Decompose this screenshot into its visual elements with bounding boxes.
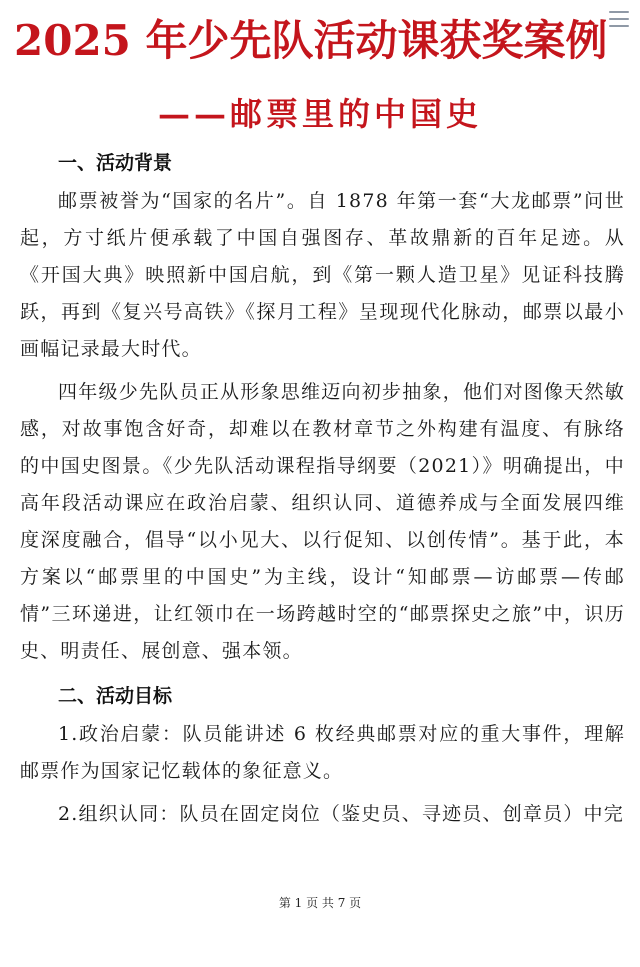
document-title: 2025 年少先队活动课获奖案例: [14, 16, 608, 65]
page-number-footer: 第 1 页 共 7 页: [278, 896, 362, 910]
goal-item-2: 2.组织认同：队员在固定岗位（鉴史员、寻迹员、创章员）中完: [58, 803, 624, 825]
document-body: [20, 143, 625, 835]
section-heading-background: 一、活动背景: [58, 152, 173, 174]
background-paragraph-2: 四年级少先队员正从形象思维迈向初步抽象，他们对图像天然敏感，对故事饱含好奇，却难以在教材章节之外构建有温度、有脉络的中国史图景。《少先队活动课程指导纲要（2021）》明确提出，中高年段活动课应在政治启蒙、组织认同、道德养成与全面发展四维度深度融合，倡导“以小见大、以行促知、以创传情”。基于此，本方案以“邮票里的中国史”为主线，设计“知邮票—访邮票—传邮情”三环递进，让红领巾在一场跨越时空的“邮票探史之旅”中，识历史、明责任、展创意、强本领。: [20, 381, 625, 662]
document-subtitle: ——邮票里的中国史: [157, 95, 482, 133]
goal-item-1: 1.政治启蒙：队员能讲述 6 枚经典邮票对应的重大事件，理解邮票作为国家记忆载体的象征意义。: [20, 723, 625, 782]
background-paragraph-1: 邮票被誉为“国家的名片”。自 1878 年第一套“大龙邮票”问世起，方寸纸片便承载了中国自强图存、革故鼎新的百年足迹。从《开国大典》映照新中国启航，到《第一颗人造卫星》见证科技腾跃，再到《复兴号高铁》《探月工程》呈现现代化脉动，邮票以最小画幅记录最大时代。: [20, 190, 625, 360]
section-heading-goals: 二、活动目标: [58, 685, 173, 707]
